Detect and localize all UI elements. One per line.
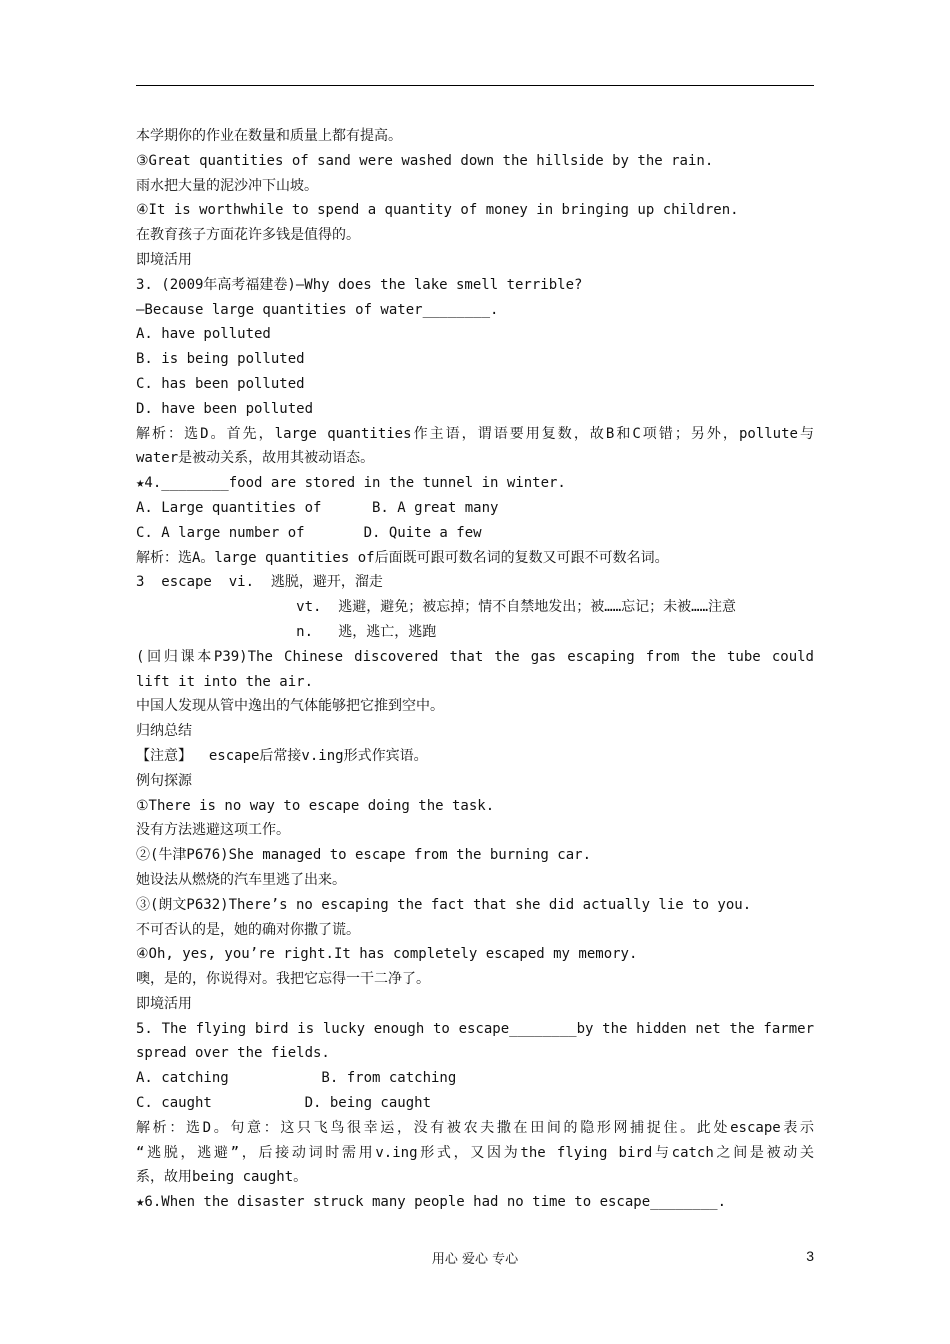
vocab-entry: vt. 逃避，避免；被忘掉；情不自禁地发出；被……忘记；未被……注意 <box>136 599 737 616</box>
answer-option: A. catching B. from catching <box>136 1070 457 1087</box>
text-line: ②(牛津P676)She managed to escape from the burning car. <box>136 847 592 864</box>
vocab-entry: 3 escape vi. 逃脱，避开，溜走 <box>136 574 383 591</box>
text-line: 没有方法逃避这项工作。 <box>136 822 290 839</box>
section-heading: 即境活用 <box>136 995 192 1012</box>
text-line: ④It is worthwhile to spend a quantity of money in bringing up children. <box>136 202 739 219</box>
text-line: ③(朗文P632)There’s no escaping the fact that she did actually lie to you. <box>136 896 752 913</box>
note-text: 【注意】 escape后常接v.ing形式作宾语。 <box>136 747 428 764</box>
text-line: lift it into the air. <box>136 673 314 690</box>
vocab-entry: n. 逃，逃亡，逃跑 <box>136 623 437 640</box>
section-heading: 即境活用 <box>136 251 192 268</box>
answer-option: A. Large quantities of B. A great many <box>136 499 499 516</box>
document-body <box>136 124 814 1215</box>
text-line: ①There is no way to escape doing the task. <box>136 797 495 814</box>
explanation-text: 系，故用being caught。 <box>136 1169 308 1186</box>
text-line: 不可否认的是，她的确对你撒了谎。 <box>136 921 360 938</box>
question-stem: —Because large quantities of water________. <box>136 301 499 318</box>
question-stem: 5. The flying bird is lucky enough to escape________by the hidden net the farmer <box>136 1020 814 1037</box>
explanation-text: 解析：选D。首先，large quantities作主语，谓语要用复数，故B和C项错；另外，pollute与 <box>136 425 814 442</box>
text-line: ③Great quantities of sand were washed down the hillside by the rain. <box>136 152 714 169</box>
text-line: 在教育孩子方面花许多钱是值得的。 <box>136 227 360 244</box>
explanation-text: water是被动关系，故用其被动语态。 <box>136 450 375 467</box>
footer-motto: 用心 爱心 专心 <box>431 1252 519 1267</box>
text-line: 她设法从燃烧的汽车里逃了出来。 <box>136 871 346 888</box>
answer-option: A. have polluted <box>136 326 271 343</box>
text-line: 噢，是的，你说得对。我把它忘得一干二净了。 <box>136 971 430 988</box>
page-number: 3 <box>806 1248 814 1264</box>
explanation-text: “逃脱，逃避”，后接动词时需用v.ing形式，又因为the flying bird与catch之间是被动关 <box>136 1144 814 1161</box>
question-stem: spread over the fields. <box>136 1045 330 1062</box>
answer-option: C. A large number of D. Quite a few <box>136 524 482 541</box>
text-line: 本学期你的作业在数量和质量上都有提高。 <box>136 128 402 144</box>
section-heading: 例句探源 <box>136 772 192 789</box>
text-line: 中国人发现从管中逸出的气体能够把它推到空中。 <box>136 698 444 715</box>
answer-option: C. has been polluted <box>136 375 305 392</box>
question-stem: ★6.When the disaster struck many people had no time to escape________. <box>136 1194 727 1211</box>
text-line: (回归课本P39)The Chinese discovered that the gas escaping from the tube could <box>136 648 814 665</box>
text-line: ④Oh, yes, you’re right.It has completely escaped my memory. <box>136 946 638 963</box>
explanation-text: 解析：选D。句意：这只飞鸟很幸运，没有被农夫撒在田间的隐形网捕捉住。此处escape表示 <box>136 1119 814 1136</box>
answer-option: D. have been polluted <box>136 400 314 417</box>
question-stem: ★4.________food are stored in the tunnel in winter. <box>136 475 566 492</box>
section-heading: 归纳总结 <box>136 723 192 740</box>
answer-option: C. caught D. being caught <box>136 1095 432 1112</box>
text-line: 雨水把大量的泥沙冲下山坡。 <box>136 177 318 194</box>
answer-option: B. is being polluted <box>136 351 305 368</box>
question-stem: 3. (2009年高考福建卷)—Why does the lake smell terrible? <box>136 276 583 293</box>
header-rule <box>136 85 814 86</box>
explanation-text: 解析：选A。large quantities of后面既可跟可数名词的复数又可跟不可数名词。 <box>136 549 669 566</box>
